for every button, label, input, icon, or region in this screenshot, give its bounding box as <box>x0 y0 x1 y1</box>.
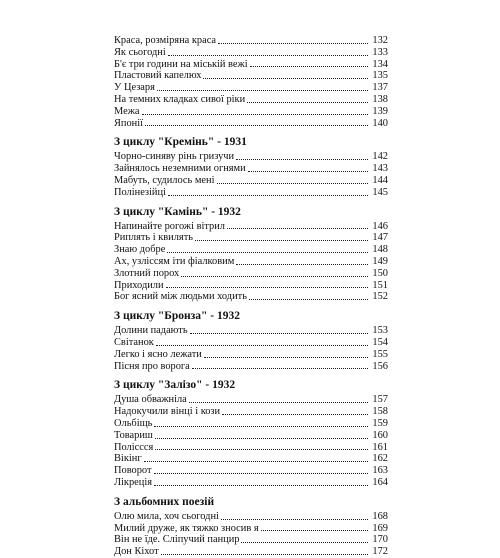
entry-page-number: 146 <box>372 220 388 232</box>
entry-title: Як сьогодні <box>114 46 166 58</box>
dot-leader <box>189 402 368 403</box>
entry-title: Милий друже, як тяжко зносив я <box>114 522 259 534</box>
entry-title: Риплять і квилять <box>114 232 193 244</box>
entry-title: Душа обважніла <box>114 394 187 406</box>
toc-entry <box>114 118 388 130</box>
entry-title: Злотний порох <box>114 267 180 279</box>
toc-entry <box>114 546 388 558</box>
table-of-contents <box>114 35 388 558</box>
dot-leader <box>155 449 368 450</box>
dot-leader <box>218 43 368 44</box>
toc-entry <box>114 361 388 373</box>
entry-title: На темних кладках сивої ріки <box>114 93 246 105</box>
toc-entry <box>114 151 388 163</box>
dot-leader <box>221 519 368 520</box>
dot-leader <box>168 195 368 196</box>
entry-title: Ах, узліссям іти фіалковим <box>114 255 235 267</box>
entry-title: У Цезаря <box>114 82 155 94</box>
entry-page-number: 135 <box>372 70 388 82</box>
entry-page-number: 170 <box>372 534 388 546</box>
toc-entry <box>114 94 388 106</box>
entry-page-number: 161 <box>372 441 388 453</box>
entry-title: Він не їде. Сліпучий панцир <box>114 534 240 546</box>
toc-entry <box>114 232 388 244</box>
entry-title: Легко і ясно лежати <box>114 348 202 360</box>
toc-entry <box>114 418 388 430</box>
entry-page-number: 172 <box>372 546 388 558</box>
toc-entry <box>114 268 388 280</box>
entry-title: Мабуть, судилось мені <box>114 174 215 186</box>
toc-entry <box>114 163 388 175</box>
entry-page-number: 138 <box>372 93 388 105</box>
dot-leader <box>142 114 368 115</box>
entry-page-number: 151 <box>372 279 388 291</box>
dot-leader <box>227 228 368 229</box>
entry-title: Напинайте рогожі вітрил <box>114 220 225 232</box>
entry-title: Межа <box>114 105 140 117</box>
entry-title: Приходили <box>114 279 164 291</box>
toc-entry <box>114 523 388 535</box>
dot-leader <box>168 55 368 56</box>
entry-page-number: 163 <box>372 465 388 477</box>
dot-leader <box>261 530 368 531</box>
dot-leader <box>144 461 368 462</box>
entry-page-number: 149 <box>372 255 388 267</box>
entry-title: Поворот <box>114 465 152 477</box>
toc-entry <box>114 175 388 187</box>
entry-title: Світанок <box>114 336 154 348</box>
dot-leader <box>181 276 368 277</box>
dot-leader <box>195 240 368 241</box>
dot-leader <box>192 368 368 369</box>
entry-title: Знаю добре <box>114 244 166 256</box>
entry-page-number: 168 <box>372 510 388 522</box>
entry-title: Зайнялось неземними огнями <box>114 163 246 175</box>
dot-leader <box>217 183 369 184</box>
entry-title: Вікінг <box>114 453 142 465</box>
toc-entry <box>114 325 388 337</box>
toc-entry <box>114 394 388 406</box>
toc-entry <box>114 453 388 465</box>
entry-title: Бог ясний між людьми ходить <box>114 291 247 303</box>
entry-page-number: 157 <box>372 394 388 406</box>
entry-page-number: 164 <box>372 476 388 488</box>
dot-leader <box>145 125 368 126</box>
dot-leader <box>154 473 368 474</box>
entry-page-number: 152 <box>372 291 388 303</box>
entry-title: Лікреція <box>114 476 153 488</box>
entry-page-number: 139 <box>372 105 388 117</box>
toc-entry <box>114 256 388 268</box>
toc-section <box>114 310 388 372</box>
entry-title: Японії <box>114 117 144 129</box>
toc-entry <box>114 221 388 233</box>
section-heading: З циклу "Камінь" - 1932 <box>114 205 241 218</box>
toc-entry <box>114 511 388 523</box>
entry-title: Поліссся <box>114 441 154 453</box>
entry-page-number: 159 <box>372 417 388 429</box>
entry-page-number: 158 <box>372 406 388 418</box>
dot-leader <box>241 542 368 543</box>
entry-page-number: 132 <box>372 35 388 46</box>
toc-entry <box>114 35 388 47</box>
entry-page-number: 134 <box>372 58 388 70</box>
entry-page-number: 143 <box>372 163 388 175</box>
entry-title: Дон Кіхот <box>114 546 159 558</box>
dot-leader <box>190 333 368 334</box>
dot-leader <box>161 554 368 555</box>
entry-title: Чорно-синяву рінь гризучи <box>114 151 235 163</box>
dot-leader <box>154 485 368 486</box>
dot-leader <box>222 414 368 415</box>
dot-leader <box>248 171 368 172</box>
entry-page-number: 155 <box>372 348 388 360</box>
entry-page-number: 133 <box>372 46 388 58</box>
entry-title: Пісня про ворога <box>114 360 190 372</box>
section-heading: З циклу "Кремінь" - 1931 <box>114 136 247 149</box>
toc-section <box>114 206 388 304</box>
entry-page-number: 140 <box>372 117 388 129</box>
entry-title: Товариш <box>114 429 153 441</box>
dot-leader <box>204 357 368 358</box>
toc-entry <box>114 70 388 82</box>
toc-entry <box>114 291 388 303</box>
dot-leader <box>236 264 368 265</box>
toc-entry <box>114 337 388 349</box>
dot-leader <box>154 426 368 427</box>
toc-entry <box>114 465 388 477</box>
entry-page-number: 154 <box>372 336 388 348</box>
section-heading: З альбомних поезій <box>114 495 215 508</box>
section-heading: З циклу "Бронза" - 1932 <box>114 310 240 323</box>
entry-title: Б'є три години на міській вежі <box>114 58 248 70</box>
entry-title: Полінезійці <box>114 186 166 198</box>
entry-page-number: 145 <box>372 186 388 198</box>
toc-entry <box>114 349 388 361</box>
entry-page-number: 142 <box>372 151 388 163</box>
entry-page-number: 160 <box>372 429 388 441</box>
entry-title: Долини падають <box>114 325 188 337</box>
toc-section <box>114 35 388 129</box>
entry-page-number: 148 <box>372 244 388 256</box>
toc-entry <box>114 47 388 59</box>
entry-page-number: 150 <box>372 267 388 279</box>
entry-title: Пластовий капелюх <box>114 70 202 82</box>
entry-page-number: 153 <box>372 325 388 337</box>
toc-section <box>114 379 388 488</box>
dot-leader <box>157 90 368 91</box>
dot-leader <box>167 252 368 253</box>
toc-entry <box>114 280 388 292</box>
entry-page-number: 162 <box>372 453 388 465</box>
toc-entry <box>114 82 388 94</box>
toc-entry <box>114 534 388 546</box>
toc-section <box>114 136 388 198</box>
toc-entry <box>114 59 388 71</box>
toc-entry <box>114 430 388 442</box>
dot-leader <box>203 78 368 79</box>
toc-entry <box>114 106 388 118</box>
entry-title: Надокучили вінці і кози <box>114 406 221 418</box>
entry-page-number: 144 <box>372 174 388 186</box>
toc-entry <box>114 477 388 489</box>
toc-entry <box>114 187 388 199</box>
dot-leader <box>250 66 368 67</box>
toc-entry <box>114 406 388 418</box>
dot-leader <box>247 102 368 103</box>
section-heading: З циклу "Залізо" - 1932 <box>114 379 236 392</box>
dot-leader <box>236 159 368 160</box>
dot-leader <box>249 299 368 300</box>
dot-leader <box>156 345 368 346</box>
entry-page-number: 156 <box>372 360 388 372</box>
toc-section <box>114 496 388 558</box>
entry-title: Ольбіщь <box>114 417 153 429</box>
dot-leader <box>155 438 368 439</box>
entry-title: Краса, розміряна краса <box>114 35 217 46</box>
toc-entry <box>114 442 388 454</box>
toc-entry <box>114 244 388 256</box>
entry-page-number: 147 <box>372 232 388 244</box>
dot-leader <box>166 287 368 288</box>
entry-page-number: 137 <box>372 82 388 94</box>
entry-title: Олю мила, хоч сьогодні <box>114 510 219 522</box>
entry-page-number: 169 <box>372 522 388 534</box>
